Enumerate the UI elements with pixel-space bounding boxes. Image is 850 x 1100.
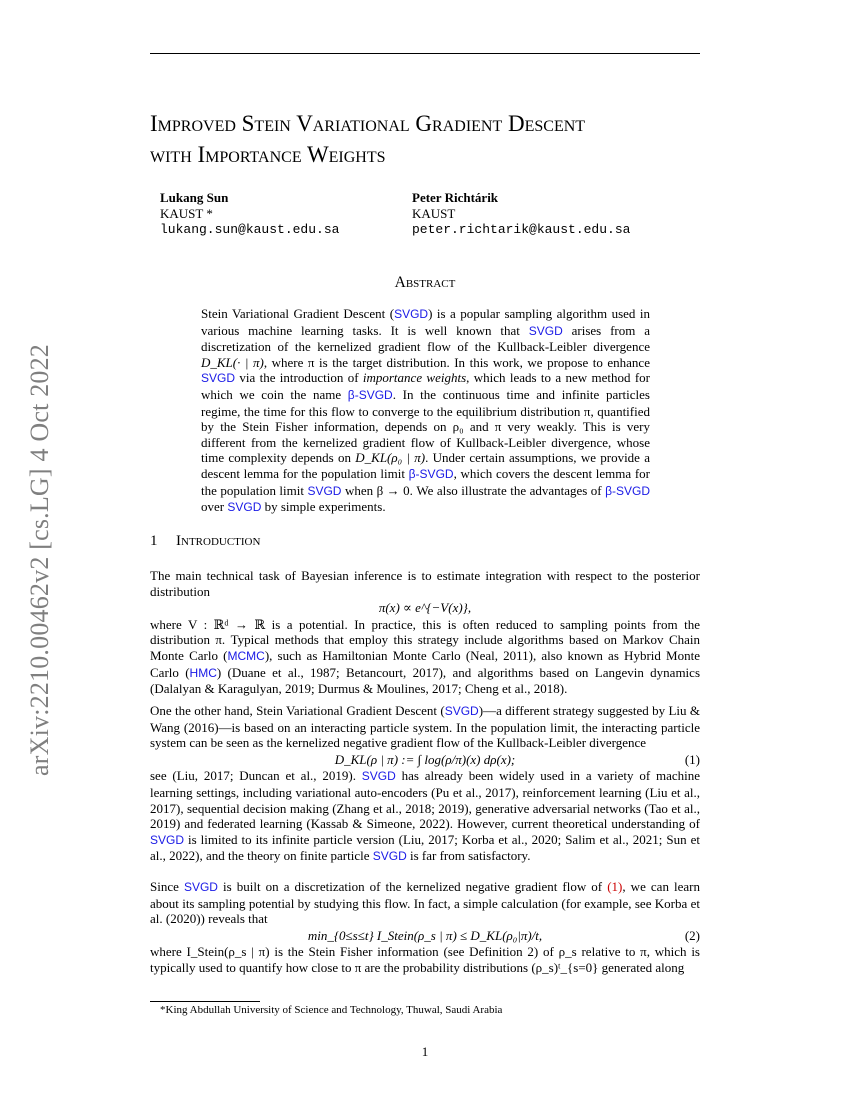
svgd-link[interactable]: SVGD xyxy=(444,704,479,718)
title-line-2: with Importance Weights xyxy=(150,142,386,167)
equation-2: min_{0≤s≤t} I_Stein(ρ_s | π) ≤ D_KL(ρ₀|π)/t, (2) xyxy=(307,927,700,943)
equation-number: (1) xyxy=(684,751,700,767)
hmc-link[interactable]: HMC xyxy=(189,665,217,680)
svgd-link[interactable]: SVGD xyxy=(528,323,563,338)
author-email[interactable]: lukang.sun@kaust.edu.sa xyxy=(160,222,340,237)
footnote: *King Abdullah University of Science and Technology, Thuwal, Saudi Arabia xyxy=(160,1004,503,1016)
arxiv-stamp: arXiv:2210.00462v2 [cs.LG] 4 Oct 2022 xyxy=(25,344,54,776)
author-affiliation: KAUST * xyxy=(160,206,213,221)
equation-ref-link[interactable]: (1) xyxy=(607,879,623,894)
paragraph-2: One the other hand, Stein Variational Gradient Descent (SVGD)—a different strategy suggested by Liu & Wang (2016)—is based on an interacting particle system. In the population limit, the interacting particle system can be seen as the kernelized negative gradient flow of the Kullback-Leibler divergence D_KL(ρ | π) := ∫ log(ρ/π)(x) dρ(x); (1) see (Liu, 2017; Duncan et al., 2019). SVGD has already been widely used in a variety of machine learning settings, including variational auto-encoders (Pu et al., 2017), reinforcement learning (Liu et al., 2017), sequential decision making (Zhang et al., 2018; 2019), generative adversarial networks (Tao et al., 2019) and federated learning (Kassab & Simeone, 2022). However, current theoretical understanding of SVGD is limited to its infinite particle version (Liu, 2017; Korba et al., 2020; Salim et al., 2021; Sun et al., 2022), and the theory on finite particle SVGD is far from satisfactory. xyxy=(150,703,700,864)
mcmc-link[interactable]: MCMC xyxy=(227,648,265,663)
equation-1: D_KL(ρ | π) := ∫ log(ρ/π)(x) dρ(x); (1) xyxy=(334,751,700,767)
page-number: 1 xyxy=(421,1044,429,1059)
svgd-link[interactable]: SVGD xyxy=(361,769,396,784)
paper-title xyxy=(150,108,710,170)
beta-svgd-link[interactable]: β-SVGD xyxy=(408,466,454,481)
svgd-link[interactable]: SVGD xyxy=(201,371,236,386)
top-rule xyxy=(150,53,700,54)
svgd-link[interactable]: SVGD xyxy=(183,880,218,894)
title-line-1: Improved Stein Variational Gradient Descent xyxy=(150,111,586,136)
abstract-text: Stein Variational Gradient Descent (SVGD) is a popular sampling algorithm used in various machine learning tasks. It is well known that SVGD arises from a discretization of the kernelized gradient flow of the Kullback-Leibler divergence D_KL(· | π), where π is the target distribution. In this work, we propose to enhance SVGD via the introduction of importance weights, which leads to a new method for which we coin the name β-SVGD. In the continuous time and infinite particles regime, the time for this flow to converge to the equilibrium distribution π, quantified by the Stein Fisher information, depends on ρ₀ and π very weakly. This is very different from the kernelized gradient flow of Kullback-Leibler divergence, whose time complexity depends on D_KL(ρ₀ | π). Under certain assumptions, we provide a descent lemma for the population limit β-SVGD, which covers the descent lemma for the population limit SVGD when β → 0. We also illustrate the advantages of β-SVGD over SVGD by simple experiments. xyxy=(201,306,650,515)
beta-svgd-link[interactable]: β-SVGD xyxy=(347,387,393,402)
footnote-rule xyxy=(150,1001,260,1002)
author-block-1 xyxy=(160,190,339,238)
author-block-2 xyxy=(412,190,630,238)
equation-number: (2) xyxy=(684,927,700,943)
paragraph-1: The main technical task of Bayesian inference is to estimate integration with respect to the posterior distribution π(x) ∝ e^{−V(x)}, where V : ℝᵈ → ℝ is a potential. In practice, this is often reduced to sampling points from the distribution π. Typical methods that employ this strategy include algorithms based on Markov Chain Monte Carlo (MCMC), such as Hamiltonian Monte Carlo (Neal, 2011), also known as Hybrid Monte Carlo (HMC) (Duane et al., 1987; Betancourt, 2017), and algorithms based on Langevin dynamics (Dalalyan & Karagulyan, 2019; Durmus & Moulines, 2017; Cheng et al., 2018). xyxy=(150,568,700,697)
author-email[interactable]: peter.richtarik@kaust.edu.sa xyxy=(412,222,631,237)
svgd-link[interactable]: SVGD xyxy=(150,832,185,847)
author-affiliation: KAUST xyxy=(412,206,456,221)
svgd-link[interactable]: SVGD xyxy=(227,500,262,515)
author-name: Lukang Sun xyxy=(160,190,229,205)
abstract-heading: Abstract xyxy=(394,274,456,291)
svgd-link[interactable]: SVGD xyxy=(307,483,342,498)
paragraph-3: Since SVGD is built on a discretization of the kernelized negative gradient flow of (1), we can learn about its sampling potential by studying this flow. In fact, a simple calculation (for example, see Korba et al. (2020)) reveals that min_{0≤s≤t} I_Stein(ρ_s | π) ≤ D_KL(ρ₀|π)/t, (2) where I_Stein(ρ_s | π) is the Stein Fisher information (see Definition 2) of ρ_s relative to π, which is typically used to quantify how close to π are the probability distributions (ρ_s)ᵗ_{s=0} generated along xyxy=(150,879,700,975)
beta-svgd-link[interactable]: β-SVGD xyxy=(605,483,650,498)
svgd-link[interactable]: SVGD xyxy=(394,307,429,321)
section-heading: 1 Introduction xyxy=(150,533,261,549)
author-name: Peter Richtárik xyxy=(412,190,499,205)
equation-posterior: π(x) ∝ e^{−V(x)}, xyxy=(378,600,472,616)
svgd-link[interactable]: SVGD xyxy=(372,849,407,864)
